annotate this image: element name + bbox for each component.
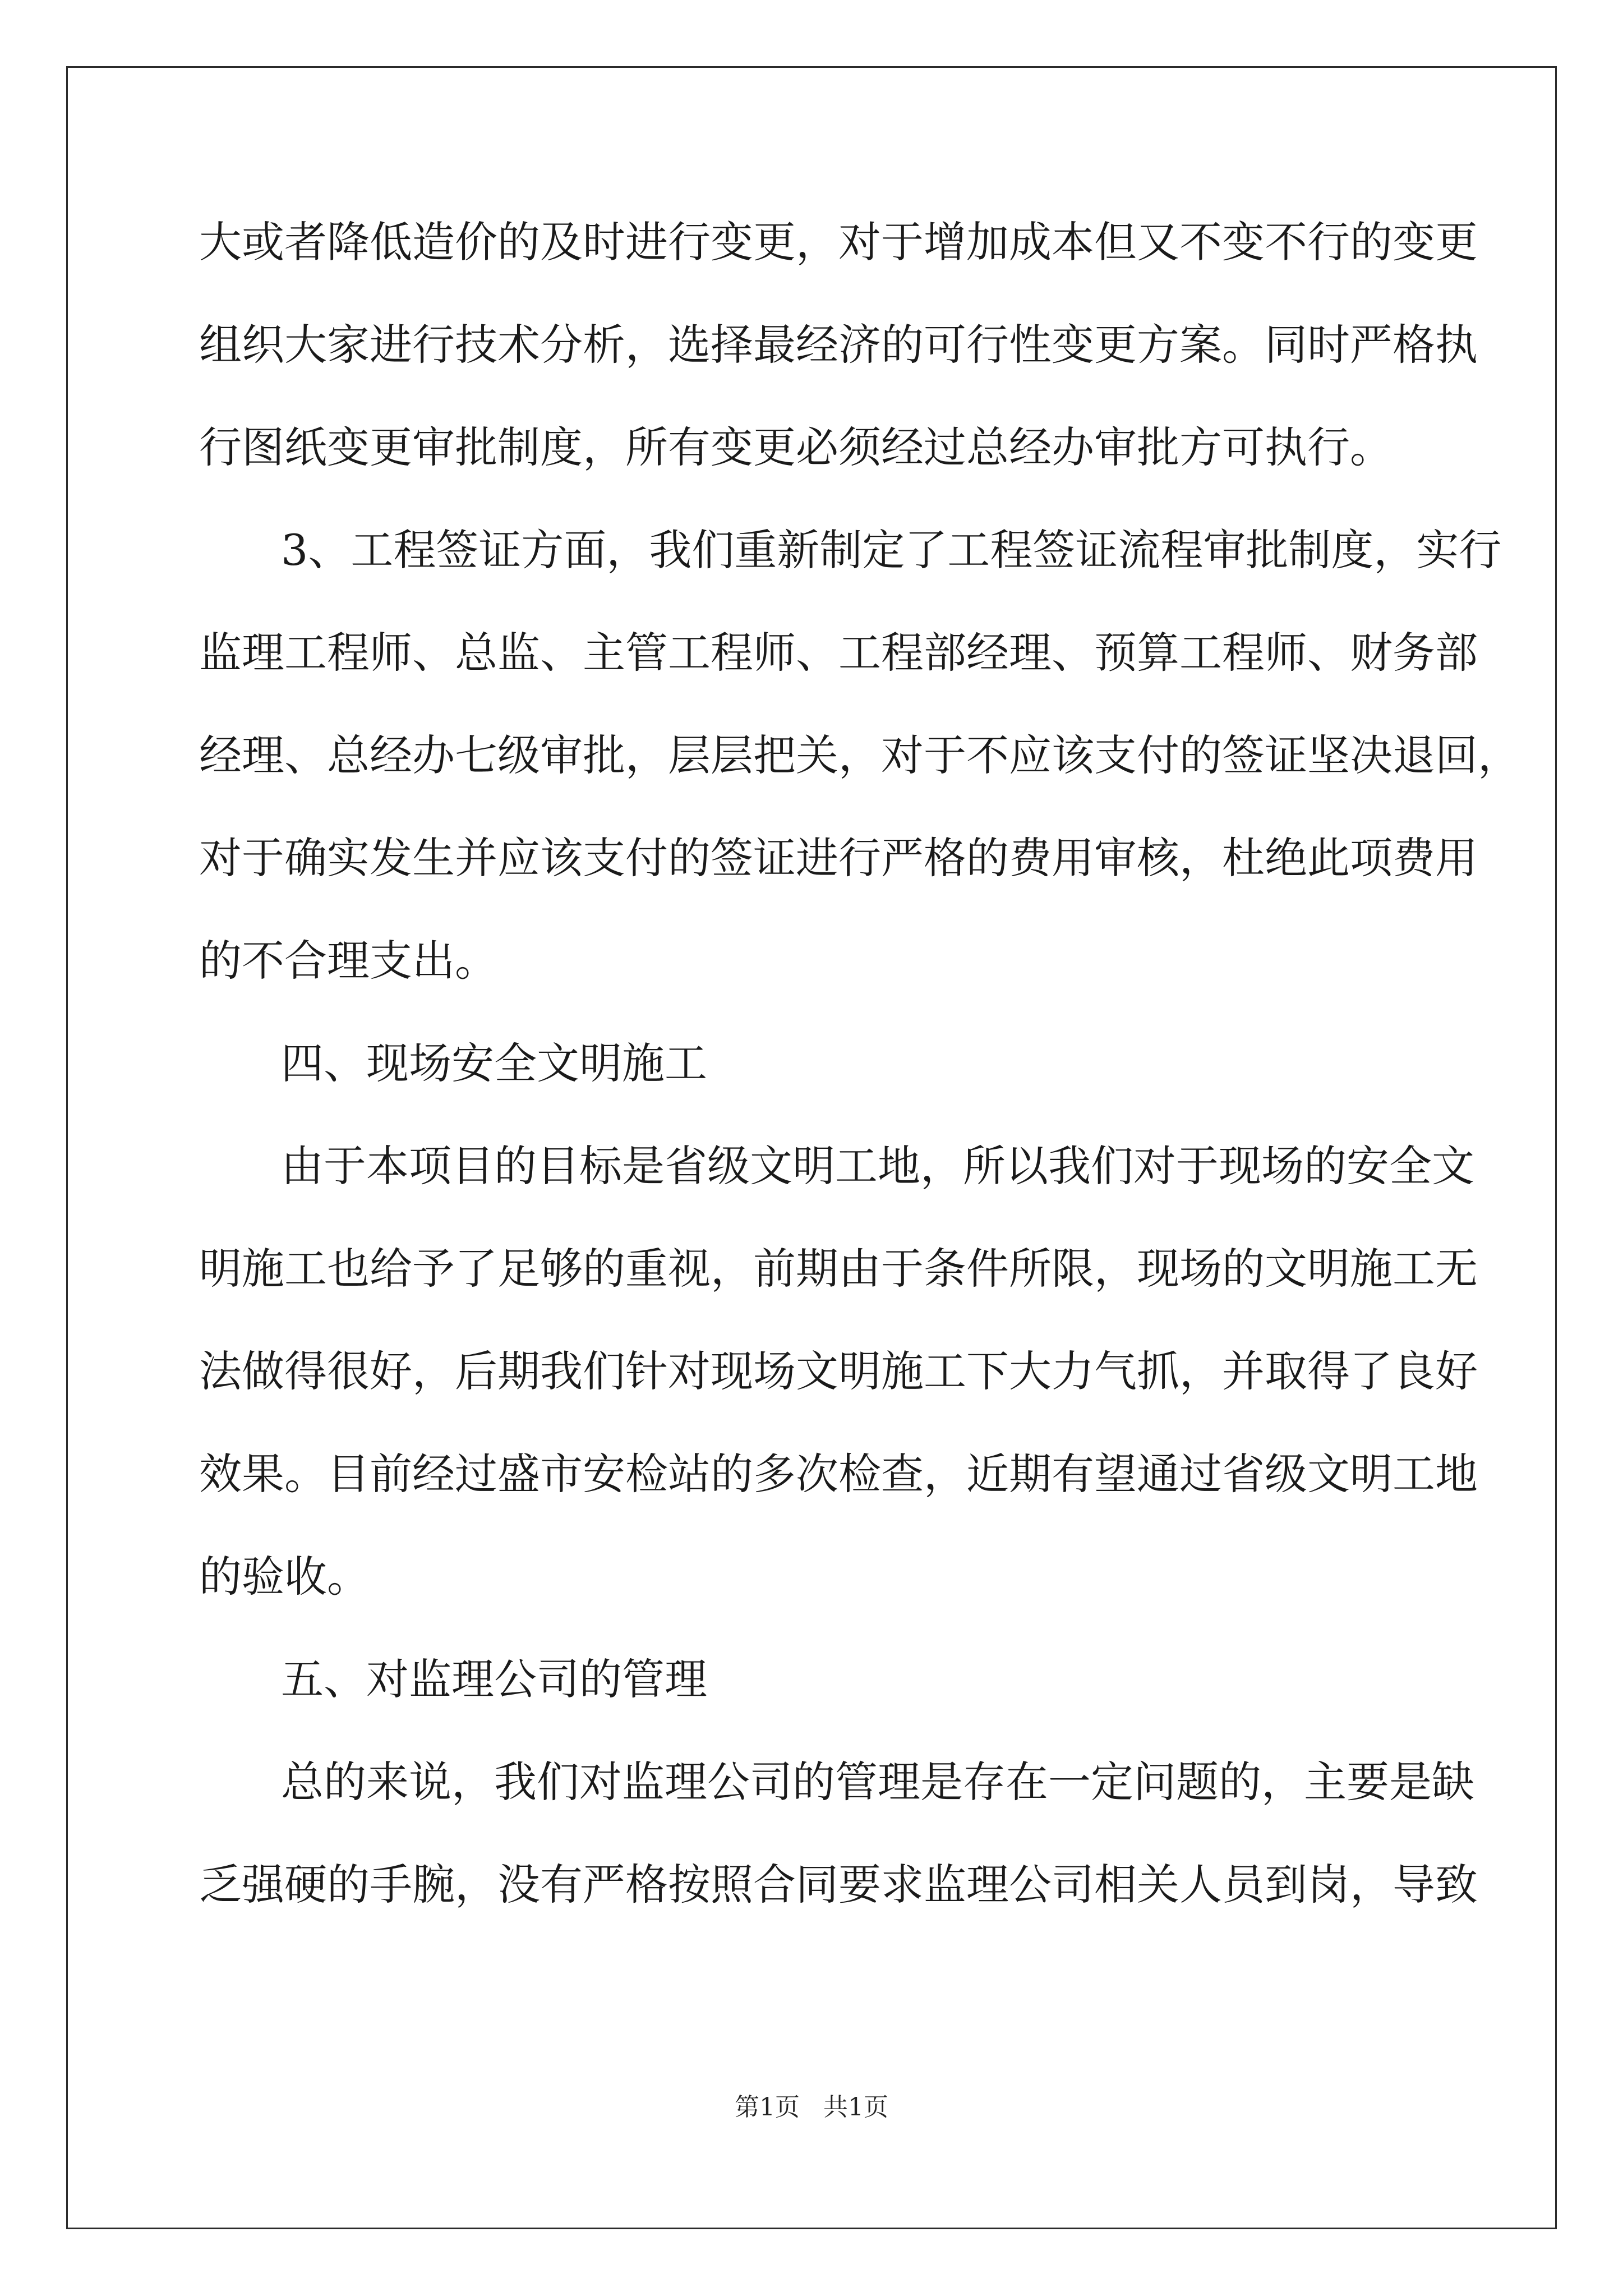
text-line: 的不合理支出。 xyxy=(199,936,497,986)
text-line: 乏强硬的手腕，没有严格按照合同要求监理公司相关人员到岗，导致 xyxy=(199,1860,1478,1910)
text-line: 对于确实发生并应该支付的签证进行严格的费用审核，杜绝此项费用 xyxy=(199,833,1478,883)
text-line: 经理、总经办七级审批，层层把关，对于不应该支付的签证坚决退回， xyxy=(199,730,1520,780)
text-line: 总的来说，我们对监理公司的管理是存在一定问题的，主要是缺 xyxy=(281,1757,1474,1807)
text-line: 由于本项目的目标是省级文明工地，所以我们对于现场的安全文 xyxy=(281,1141,1474,1191)
text-line: 组织大家进行技术分析，选择最经济的可行性变更方案。同时严格执 xyxy=(199,320,1478,370)
text-line: 监理工程师、总监、主管工程师、工程部经理、预算工程师、财务部 xyxy=(199,628,1478,678)
text-line: 的验收。 xyxy=(199,1552,370,1602)
page-footer: 第1页 共1页 xyxy=(735,2093,888,2122)
document-body xyxy=(199,214,1520,1959)
section-heading: 四、现场安全文明施工 xyxy=(281,1038,707,1088)
text-line: 法做得很好，后期我们针对现场文明施工下大力气抓，并取得了良好 xyxy=(199,1346,1478,1396)
text-line: 明施工也给予了足够的重视，前期由于条件所限，现场的文明施工无 xyxy=(199,1244,1478,1294)
text-line: 行图纸变更审批制度，所有变更必须经过总经办审批方可执行。 xyxy=(199,422,1393,472)
text-line: 大或者降低造价的及时进行变更，对于增加成本但又不变不行的变更 xyxy=(199,217,1478,267)
text-line: 效果。目前经过盛市安检站的多次检查，近期有望通过省级文明工地 xyxy=(199,1449,1478,1499)
section-heading: 五、对监理公司的管理 xyxy=(281,1654,707,1704)
text-line: 3、工程签证方面，我们重新制定了工程签证流程审批制度，实行 xyxy=(281,525,1502,575)
